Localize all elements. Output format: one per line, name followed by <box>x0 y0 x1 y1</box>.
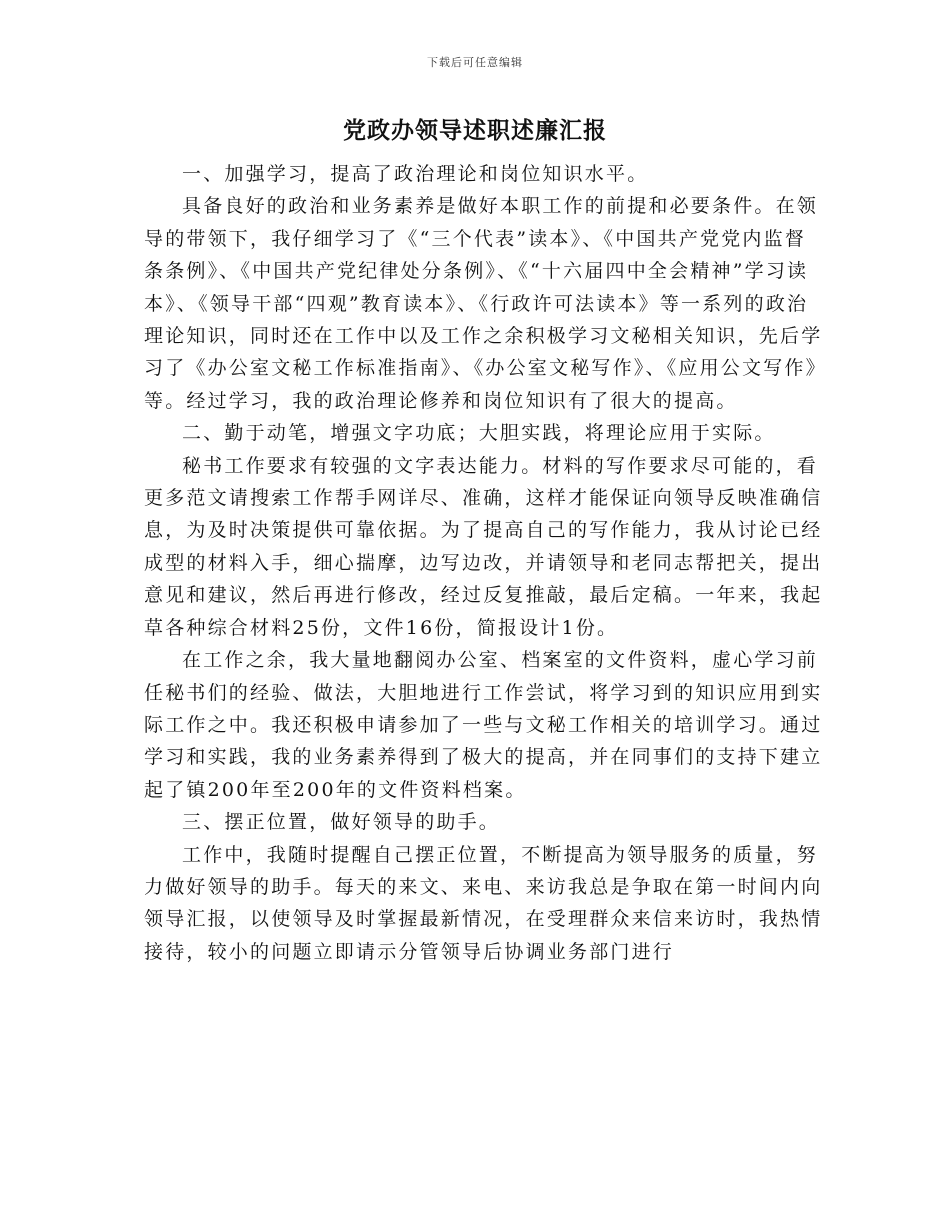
document-body <box>144 158 824 968</box>
paragraph: 具备良好的政治和业务素养是做好本职工作的前提和必要条件。在领导的带领下，我仔细学习了《“三个代表”读本》、《中国共产党党内监督条条例》、《中国共产党纪律处分条例》、《“十六届四中全会精神”学习读本》、《领导干部“四观”教育读本》、《行政许可法读本》等一系列的政治理论知识，同时还在工作中以及工作之余积极学习文秘相关知识，先后学习了《办公室文秘工作标准指南》、《办公室文秘写作》、《应用公文写作》等。经过学习，我的政治理论修养和岗位知识有了很大的提高。 <box>144 195 823 412</box>
page-title: 党政办领导述职述廉汇报 <box>343 117 607 144</box>
section-heading-1: 一、加强学习，提高了政治理论和岗位知识水平。 <box>182 163 649 185</box>
header-note: 下载后可任意编辑 <box>427 56 523 69</box>
section-heading-2: 二、勤于动笔，增强文字功底；大胆实践，将理论应用于实际。 <box>182 422 776 445</box>
section-heading-3: 三、摆正位置，做好领导的助手。 <box>182 811 501 834</box>
paragraph: 在工作之余，我大量地翻阅办公室、档案室的文件资料，虚心学习前任秘书们的经验、做法，大胆地进行工作尝试，将学习到的知识应用到实际工作之中。我还积极申请参加了一些与文秘工作相关的培训学习。通过学习和实践，我的业务素养得到了极大的提高，并在同事们的支持下建立起了镇200年至200年的文件资料档案。 <box>144 649 823 801</box>
paragraph: 工作中，我随时提醒自己摆正位置，不断提高为领导服务的质量，努力做好领导的助手。每天的来文、来电、来访我总是争取在第一时间内向领导汇报，以使领导及时掌握最新情况，在受理群众来信来访时，我热情接待，较小的问题立即请示分管领导后协调业务部门进行 <box>144 843 823 963</box>
paragraph: 秘书工作要求有较强的文字表达能力。材料的写作要求尽可能的，看更多范文请搜索工作帮手网详尽、准确，这样才能保证向领导反映准确信息，为及时决策提供可靠依据。为了提高自己的写作能力，我从讨论已经成型的材料入手，细心揣摩，边写边改，并请领导和老同志帮把关，提出意见和建议，然后再进行修改，经过反复推敲，最后定稿。一年来，我起草各种综合材料25份，文件16份，简报设计1份。 <box>144 454 823 639</box>
